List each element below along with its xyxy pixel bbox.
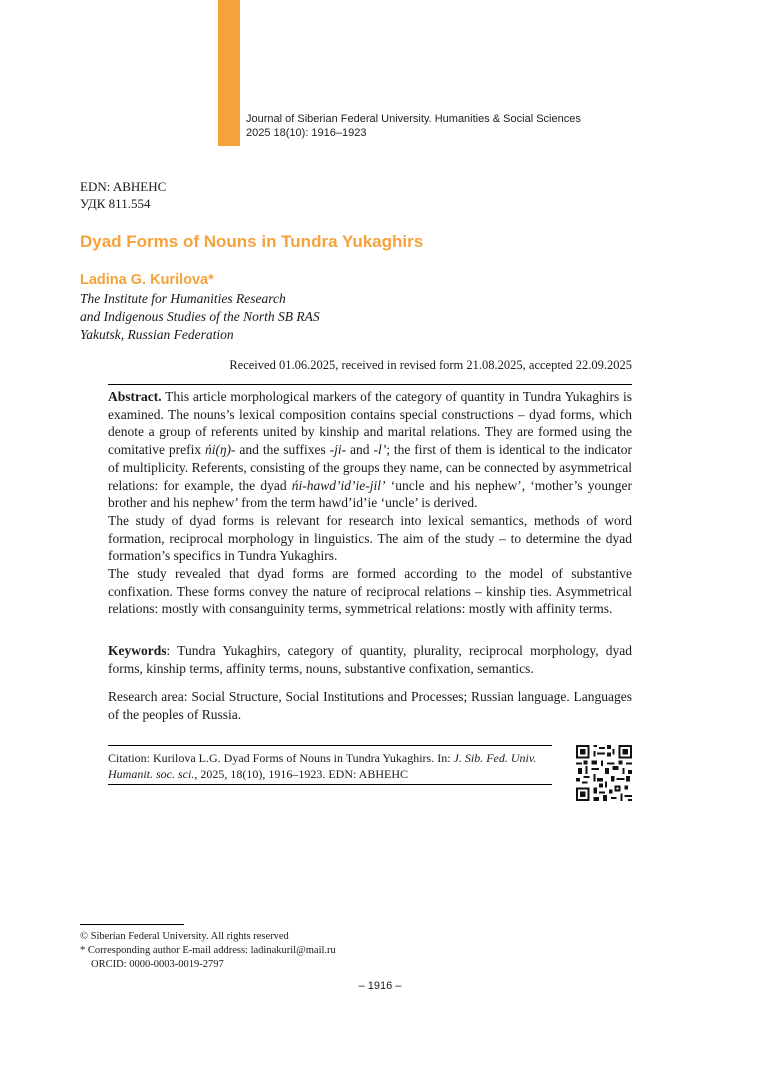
affiliation-line: and Indigenous Studies of the North SB RAS xyxy=(80,309,320,324)
abstract-term: ńi-hawd’id’ie-jil’ xyxy=(291,477,386,493)
affiliation-line: Yakutsk, Russian Federation xyxy=(80,327,234,342)
journal-header xyxy=(246,112,581,140)
orcid-note: ORCID: 0000-0003-0019-2797 xyxy=(91,959,224,970)
keywords-text: : Tundra Yukaghirs, category of quantity, plurality, reciprocal morphology, dyad forms, kinship terms, affinity terms, nouns, substantive confixation, semantics. xyxy=(108,643,632,676)
corresponding-author-note: * Corresponding author E-mail address: ladinakuril@mail.ru xyxy=(80,945,336,956)
abstract-label: Abstract. xyxy=(108,389,162,404)
journal-issue: 2025 18(10): 1916–1923 xyxy=(246,127,367,139)
abstract-paragraph xyxy=(108,388,632,512)
citation-top-rule xyxy=(108,745,552,746)
footnotes xyxy=(80,930,336,972)
abstract-term: -l’ xyxy=(373,442,387,458)
footnote-rule xyxy=(80,924,184,925)
abstract-term: -ji- xyxy=(329,442,347,458)
author-name: Ladina G. Kurilova* xyxy=(80,272,214,288)
udk: УДК 811.554 xyxy=(80,196,151,211)
research-area: Research area: Social Structure, Social Institutions and Processes; Russian language. Languages of the peoples of Russia. xyxy=(108,689,632,722)
citation-text: , 2025, 18(10), 1916–1923. EDN: ABHEHC xyxy=(194,767,408,781)
abstract-text: ‘uncle and his nephew’, ‘mother’s younger brother and his nephew’ from the term hawd’id’ie ‘uncle’ is derived. xyxy=(108,477,632,511)
abstract-text: ; the first of them is identical to the indicator of multiplicity. Referents, consisting of the groups they name, can be connected by asymmetrical relations: for example, the dyad xyxy=(108,442,633,493)
edn: EDN: ABHEHC xyxy=(80,179,167,194)
copyright-note: © Siberian Federal University. All rights reserved xyxy=(80,931,289,942)
citation-journal: J. Sib. Fed. Univ. Humanit. soc. sci. xyxy=(108,751,537,781)
received-dates: Received 01.06.2025, received in revised form 21.08.2025, accepted 22.09.2025 xyxy=(229,358,632,372)
keywords-label: Keywords xyxy=(108,643,167,658)
abstract-text: This article morphological markers of the category of quantity in Tundra Yukaghirs is examined. The nouns’s lexical composition contains special constructions – dyad forms, which denote a group of referents united by kinship and marital relations. They are formed using the comitative prefix xyxy=(108,389,632,458)
abstract-top-rule xyxy=(108,384,632,385)
abstract-paragraph: The study revealed that dyad forms are formed according to the model of substantive confixation. These forms convey the nature of reciprocal relations – kinship ties. Asymmetrical relations: mostly with consanguinity terms, symmetrical relations: mostly with affinity terms. xyxy=(108,566,632,617)
citation-bottom-rule xyxy=(108,784,552,785)
article-title: Dyad Forms of Nouns in Tundra Yukaghirs xyxy=(80,232,424,251)
affiliation xyxy=(80,290,320,344)
abstract-term: ńi(ŋ)- xyxy=(205,442,236,458)
affiliation-line: The Institute for Humanities Research xyxy=(80,291,286,306)
abstract-text: and the suffixes xyxy=(235,442,330,458)
citation xyxy=(108,750,552,782)
identifiers xyxy=(80,178,166,212)
abstract-text: and xyxy=(346,442,374,458)
keywords xyxy=(108,642,632,677)
qr-code-icon xyxy=(576,745,632,801)
abstract-paragraph: The study of dyad forms is relevant for research into lexical semantics, methods of word formation, reciprocal morphology in linguistics. The aim of the study – to determine the dyad formation’s specifics in Tundra Yukaghirs. xyxy=(108,512,632,564)
journal-name: Journal of Siberian Federal University. Humanities & Social Sciences xyxy=(246,113,581,125)
page-number: – 1916 – xyxy=(358,980,402,992)
accent-bar xyxy=(218,0,240,146)
abstract xyxy=(108,388,632,618)
citation-text: Citation: Kurilova L.G. Dyad Forms of Nouns in Tundra Yukaghirs. In: xyxy=(108,751,454,765)
